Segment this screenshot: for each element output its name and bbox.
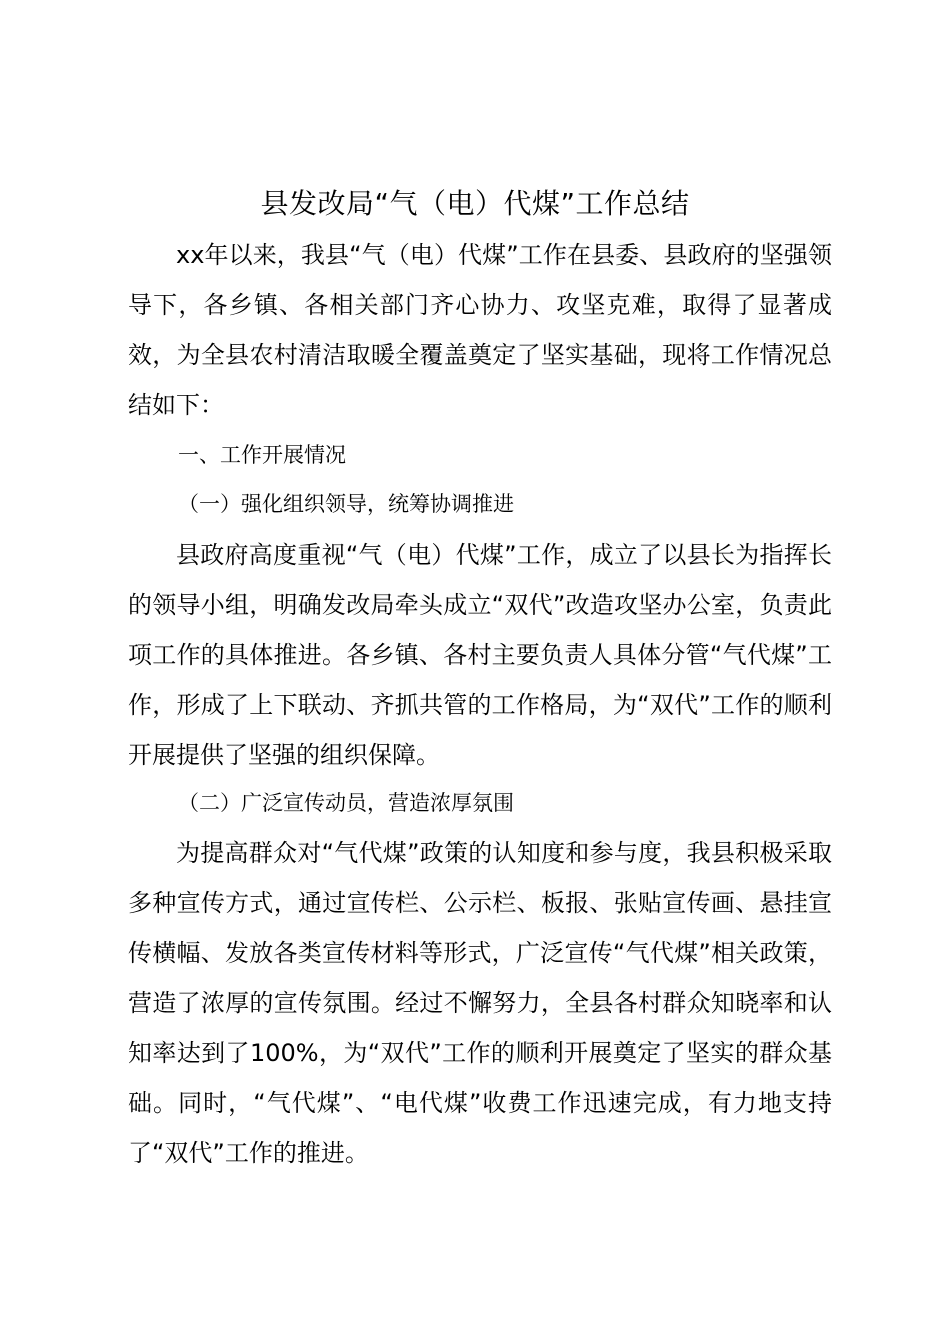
section-heading: 一、工作开展情况: [178, 443, 346, 467]
subsection-heading: （二）广泛宣传动员，营造浓厚氛围: [178, 791, 514, 815]
body-paragraph: 为提高群众对“气代煤”政策的认知度和参与度，我县积极采取多种宣传方式，通过宣传栏、公示栏、板报、张贴宣传画、悬挂宣传横幅、发放各类宣传材料等形式，广泛宣传“气代煤”相关政策，营造了浓厚的宣传氛围。经过不懈努力，全县各村群众知晓率和认知率达到了100%，为“双代”工作的顺利开展奠定了坚实的群众基础。同时，“气代煤”、“电代煤”收费工作迅速完成，有力地支持了“双代”工作的推进。: [128, 839, 832, 1167]
intro-paragraph: xx年以来，我县“气（电）代煤”工作在县委、县政府的坚强领导下，各乡镇、各相关部门齐心协力、攻坚克难，取得了显著成效，为全县农村清洁取暖全覆盖奠定了坚实基础，现将工作情况总结如下：: [128, 241, 832, 419]
subsection-heading: （一）强化组织领导，统筹协调推进: [178, 492, 514, 516]
body-paragraph: 县政府高度重视“气（电）代煤”工作，成立了以县长为指挥长的领导小组，明确发改局牵头成立“双代”改造攻坚办公室，负责此项工作的具体推进。各乡镇、各村主要负责人具体分管“气代煤”工作，形成了上下联动、齐抓共管的工作格局，为“双代”工作的顺利开展提供了坚强的组织保障。: [128, 541, 832, 769]
document-title: 县发改局“气（电）代煤”工作总结: [260, 187, 690, 220]
